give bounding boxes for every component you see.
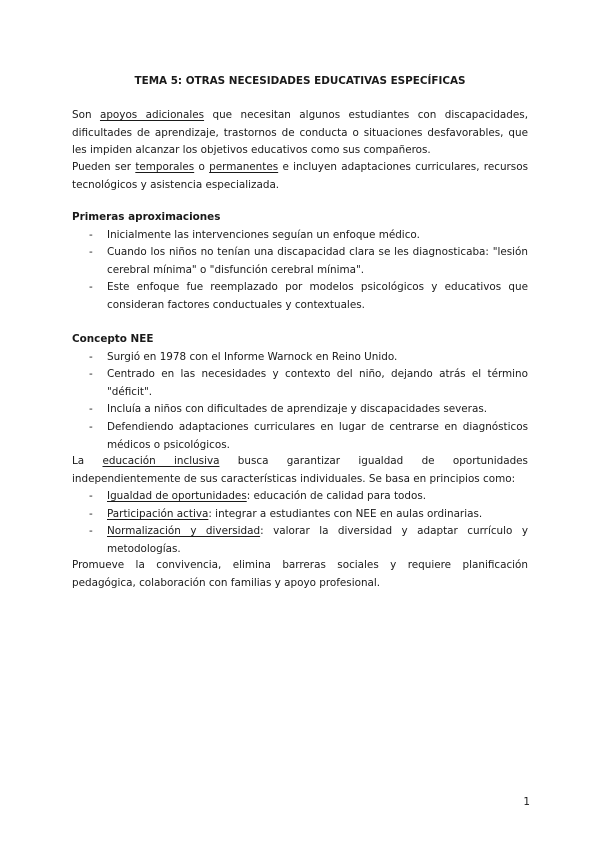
list-item — [72, 244, 528, 279]
list-item — [72, 488, 528, 506]
dash-bullet: - — [89, 368, 93, 381]
principle-term: Igualdad de oportunidades — [107, 490, 247, 503]
list-item-text: Defendiendo adaptaciones curriculares en lugar de centrarse en diagnósticos médicos o psicológicos. — [107, 420, 528, 451]
text: Pueden ser — [72, 161, 136, 173]
underlined-term: permanentes — [209, 161, 279, 173]
principles-list — [72, 488, 528, 558]
list-item — [72, 366, 528, 401]
list-item-text: Inicialmente las intervenciones seguían un enfoque médico. — [107, 228, 420, 241]
section-concepto-nee — [72, 331, 528, 454]
principle-term: Normalización y diversidad — [107, 525, 261, 538]
bullet-list — [72, 349, 528, 455]
dash-bullet: - — [89, 403, 93, 416]
page-title: TEMA 5: OTRAS NECESIDADES EDUCATIVAS ESPECÍFICAS — [134, 75, 466, 87]
bullet-list — [72, 227, 528, 315]
text: que necesitan algunos estudiantes con discapacidades, dificultades de aprendizaje, trastornos de conducta o situaciones desfavorables, que les impiden alcanzar los objetivos educativos como sus compañeros. — [72, 109, 528, 157]
list-item-text: Cuando los niños no tenían una discapacidad clara se les diagnosticaba: "lesión cerebral mínima" o "disfunción cerebral mínima". — [107, 246, 528, 276]
section-educacion-inclusiva — [72, 453, 528, 559]
intro-paragraph-1 — [72, 107, 528, 160]
section-heading: Concepto NEE — [72, 333, 154, 345]
text: e incluyen adaptaciones curriculares, recursos tecnológicos y asistencia especializada. — [72, 161, 528, 191]
intro-paragraph-2 — [72, 159, 528, 194]
closing-paragraph: Promueve la convivencia, elimina barreras sociales y requiere planificación pedagógica, colaboración con familias y apoyo profesional. — [72, 559, 528, 589]
principle-desc: : integrar a estudiantes con NEE en aulas ordinarias. — [208, 507, 483, 520]
dash-bullet: - — [89, 490, 93, 503]
dash-bullet: - — [89, 507, 93, 520]
dash-bullet: - — [89, 420, 93, 433]
principle-term: Participación activa — [107, 507, 209, 520]
page-number: 1 — [523, 796, 530, 808]
section-primeras-aproximaciones — [72, 209, 528, 315]
list-item — [72, 349, 528, 367]
dash-bullet: - — [89, 228, 93, 241]
list-item-text: Incluía a niños con dificultades de aprendizaje y discapacidades severas. — [107, 403, 488, 416]
text: La — [72, 455, 103, 467]
underlined-term: temporales — [135, 161, 195, 173]
underlined-term: apoyos adicionales — [99, 109, 205, 121]
inclusive-paragraph — [72, 453, 528, 488]
dash-bullet: - — [89, 350, 93, 363]
text: o — [194, 161, 210, 173]
list-item — [72, 279, 528, 314]
list-item-text: Centrado en las necesidades y contexto del niño, dejando atrás el término "déficit". — [107, 368, 528, 398]
list-item — [72, 401, 528, 419]
text: busca garantizar igualdad de oportunidades independientemente de sus características individuales. Se basa en principios como: — [72, 455, 528, 485]
dash-bullet: - — [89, 525, 93, 538]
dash-bullet: - — [89, 281, 93, 294]
underlined-term: educación inclusiva — [102, 455, 220, 467]
list-item — [72, 523, 528, 558]
principle-desc: : educación de calidad para todos. — [246, 490, 427, 503]
dash-bullet: - — [89, 246, 93, 259]
list-item — [72, 506, 528, 524]
principle-desc: : valorar la diversidad y adaptar currículo y metodologías. — [107, 525, 528, 555]
text: Son — [72, 109, 100, 121]
list-item-text: Surgió en 1978 con el Informe Warnock en Reino Unido. — [107, 350, 398, 363]
section-heading: Primeras aproximaciones — [72, 211, 221, 223]
list-item-text: Este enfoque fue reemplazado por modelos psicológicos y educativos que consideran factores conductuales y contextuales. — [107, 281, 528, 311]
list-item — [72, 227, 528, 245]
list-item — [72, 419, 528, 454]
